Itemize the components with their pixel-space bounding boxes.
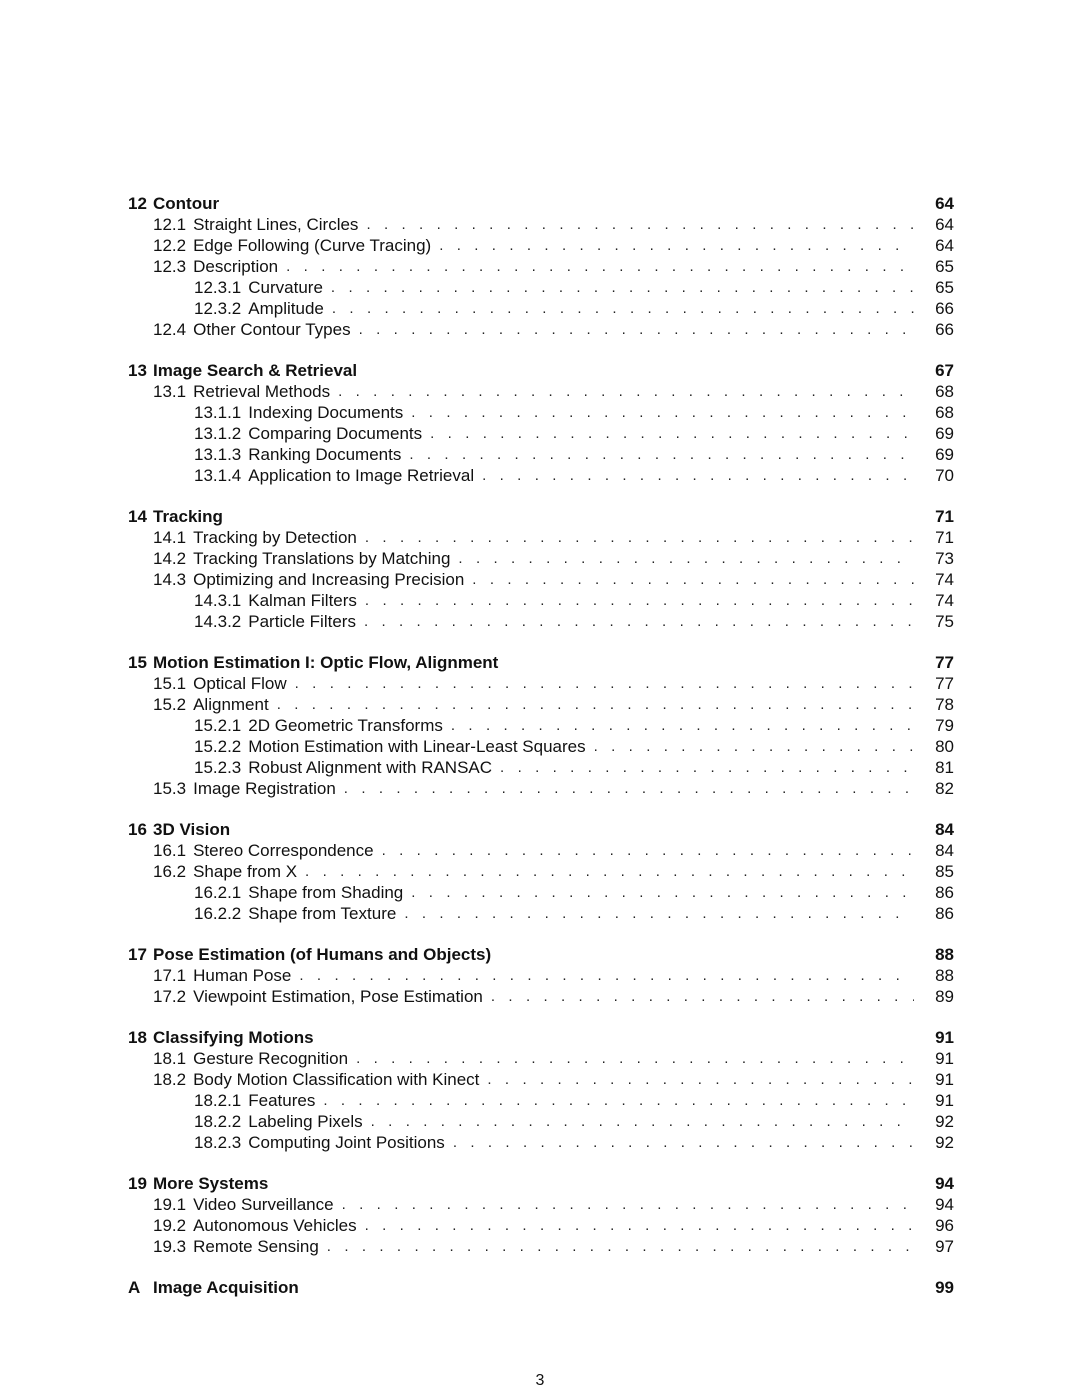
page-ref: 64 [935,236,954,255]
section-entry[interactable] [128,1215,954,1236]
chapter-number: 18 [128,1028,147,1047]
section-entry[interactable] [128,673,954,694]
entry-title: Curvature [248,278,323,297]
entry-title: Viewpoint Estimation, Pose Estimation [193,987,483,1006]
subsection-entry[interactable] [128,590,954,611]
dot-leader [451,715,914,736]
entry-title: Image Registration [193,779,336,798]
entry-number: 14.3.2 [194,612,242,631]
entry-number: 15.2.3 [194,758,242,777]
entry-title: Robust Alignment with RANSAC [248,758,493,777]
entry-title: Stereo Correspondence [193,841,374,860]
entry-number: 16.2.2 [194,904,242,923]
entry-title: Edge Following (Curve Tracing) [193,236,432,255]
entry-number: 18.2.3 [194,1133,242,1152]
page-ref: 91 [935,1028,954,1047]
chapter-entry[interactable] [128,360,954,381]
entry-number: 19.3 [153,1237,187,1256]
page-ref: 94 [935,1195,954,1214]
dot-leader [332,298,914,319]
chapter-entry[interactable] [128,1173,954,1194]
page-ref: 75 [935,612,954,631]
entry-number: 16.2 [153,862,187,881]
dot-leader [356,1048,914,1069]
section-entry[interactable] [128,986,954,1007]
dot-leader [364,611,914,632]
entry-number: 12.2 [153,236,187,255]
entry-title: Computing Joint Positions [248,1133,445,1152]
dot-leader [365,527,914,548]
page-ref: 81 [935,758,954,777]
page-number: 3 [535,1372,545,1389]
dot-leader [323,1090,914,1111]
page-ref: 70 [935,466,954,485]
page-ref: 84 [935,841,954,860]
page-ref: 91 [935,1049,954,1068]
entry-title: Comparing Documents [248,424,423,443]
dot-leader [430,423,914,444]
entry-number: 12.3 [153,257,187,276]
dot-leader [411,882,914,903]
entry-title: Particle Filters [248,612,356,631]
subsection-entry[interactable] [128,715,954,736]
chapter-block [128,506,954,632]
page-ref: 71 [935,528,954,547]
page-ref: 84 [935,820,954,839]
page-ref: 69 [935,424,954,443]
entry-title: Optimizing and Increasing Precision [193,570,465,589]
section-entry[interactable] [128,527,954,548]
entry-title: Video Surveillance [193,1195,334,1214]
page-ref: 66 [935,299,954,318]
dot-leader [295,673,914,694]
entry-title: Human Pose [193,966,292,985]
page-ref: 88 [935,966,954,985]
dot-leader [409,444,914,465]
entry-number: 13.1.4 [194,466,242,485]
entry-title: Straight Lines, Circles [193,215,359,234]
entry-title: Gesture Recognition [193,1049,349,1068]
entry-number: 19.2 [153,1216,187,1235]
entry-number: 14.3 [153,570,187,589]
entry-title: Application to Image Retrieval [248,466,475,485]
dot-leader [382,840,914,861]
entry-title: Retrieval Methods [193,382,331,401]
section-entry[interactable] [128,214,954,235]
dot-leader [342,1194,914,1215]
subsection-entry[interactable] [128,277,954,298]
chapter-number: 17 [128,945,147,964]
entry-title: Motion Estimation with Linear-Least Squares [248,737,586,756]
chapter-block [128,652,954,799]
page-ref: 85 [935,862,954,881]
chapter-title: Tracking [153,507,223,526]
entry-number: 15.2.2 [194,737,242,756]
section-entry[interactable] [128,1048,954,1069]
entry-number: 14.1 [153,528,187,547]
entry-number: 14.3.1 [194,591,242,610]
entry-number: 14.2 [153,549,187,568]
entry-title: Labeling Pixels [248,1112,363,1131]
entry-title: Shape from Texture [248,904,397,923]
entry-title: Shape from Shading [248,883,404,902]
entry-title: Alignment [193,695,269,714]
page-ref: 74 [935,591,954,610]
dot-leader [472,569,914,590]
chapter-title: Motion Estimation I: Optic Flow, Alignment [153,653,499,672]
entry-title: Body Motion Classification with Kinect [193,1070,480,1089]
dot-leader [453,1132,914,1153]
entry-title: Optical Flow [193,674,287,693]
entry-title: Kalman Filters [248,591,357,610]
dot-leader [366,214,914,235]
section-entry[interactable] [128,548,954,569]
page-ref: 77 [935,674,954,693]
page-ref: 88 [935,945,954,964]
page-ref: 89 [935,987,954,1006]
chapter-number: 12 [128,194,147,213]
entry-title: Features [248,1091,316,1110]
page-ref: 67 [935,361,954,380]
entry-number: 13.1.3 [194,445,242,464]
chapter-entry[interactable] [128,193,954,214]
entry-number: 18.2.2 [194,1112,242,1131]
dot-leader [365,1215,914,1236]
page-ref: 94 [935,1174,954,1193]
chapter-number: 16 [128,820,147,839]
section-entry[interactable] [128,381,954,402]
dot-leader [338,381,914,402]
dot-leader [491,986,914,1007]
dot-leader [327,1236,914,1257]
page-ref: 64 [935,194,954,213]
section-entry[interactable] [128,1194,954,1215]
page-ref: 71 [935,507,954,526]
entry-number: 17.2 [153,987,187,1006]
page-ref: 69 [935,445,954,464]
page-ref: 86 [935,883,954,902]
entry-number: 18.2 [153,1070,187,1089]
chapter-title: Classifying Motions [153,1028,314,1047]
section-entry[interactable] [128,256,954,277]
section-entry[interactable] [128,965,954,986]
page-ref: 99 [935,1278,954,1297]
entry-number: 15.1 [153,674,187,693]
entry-number: 18.1 [153,1049,187,1068]
dot-leader [500,757,914,778]
entry-title: Tracking by Detection [193,528,357,547]
dot-leader [344,778,914,799]
dot-leader [299,965,914,986]
chapter-block [128,944,954,1007]
chapter-block [128,819,954,924]
chapter-block [128,360,954,486]
chapter-entry[interactable] [128,819,954,840]
subsection-entry[interactable] [128,1111,954,1132]
page-ref: 66 [935,320,954,339]
page-ref: 68 [935,403,954,422]
page-ref: 92 [935,1112,954,1131]
section-entry[interactable] [128,694,954,715]
page-ref: 96 [935,1216,954,1235]
page-ref: 74 [935,570,954,589]
chapter-number: 15 [128,653,147,672]
dot-leader [277,694,914,715]
chapter-number: A [128,1278,141,1297]
subsection-entry[interactable] [128,298,954,319]
dot-leader [594,736,914,757]
subsection-entry[interactable] [128,611,954,632]
page-ref: 79 [935,716,954,735]
page-ref: 65 [935,278,954,297]
entry-title: Remote Sensing [193,1237,319,1256]
page-ref: 82 [935,779,954,798]
chapter-entry[interactable] [128,1027,954,1048]
dot-leader [371,1111,914,1132]
dot-leader [458,548,914,569]
entry-number: 15.3 [153,779,187,798]
dot-leader [411,402,914,423]
dot-leader [439,235,914,256]
entry-number: 15.2.1 [194,716,242,735]
entry-number: 12.1 [153,215,187,234]
entry-title: Amplitude [248,299,324,318]
chapter-entry[interactable] [128,506,954,527]
chapter-entry[interactable] [128,944,954,965]
chapter-block [128,1173,954,1257]
dot-leader [482,465,914,486]
dot-leader [404,903,914,924]
section-entry[interactable] [128,319,954,340]
entry-number: 16.1 [153,841,187,860]
section-entry[interactable] [128,1069,954,1090]
entry-number: 16.2.1 [194,883,242,902]
chapter-title: Pose Estimation (of Humans and Objects) [153,945,492,964]
entry-number: 19.1 [153,1195,187,1214]
section-entry[interactable] [128,569,954,590]
entry-title: Ranking Documents [248,445,402,464]
entry-number: 15.2 [153,695,187,714]
subsection-entry[interactable] [128,444,954,465]
subsection-entry[interactable] [128,736,954,757]
chapter-entry[interactable] [128,1277,954,1298]
entry-title: Tracking Translations by Matching [193,549,451,568]
section-entry[interactable] [128,861,954,882]
chapter-block [128,193,954,340]
page-ref: 91 [935,1091,954,1110]
entry-number: 18.2.1 [194,1091,242,1110]
subsection-entry[interactable] [128,402,954,423]
entry-number: 13.1.2 [194,424,242,443]
chapter-number: 19 [128,1174,147,1193]
dot-leader [365,590,914,611]
chapter-number: 14 [128,507,147,526]
chapter-title: Image Search & Retrieval [153,361,358,380]
entry-number: 13.1 [153,382,187,401]
chapter-entry[interactable] [128,652,954,673]
chapter-title: 3D Vision [153,820,231,839]
page-ref: 73 [935,549,954,568]
section-entry[interactable] [128,778,954,799]
entry-title: Shape from X [193,862,298,881]
entry-number: 12.3.1 [194,278,242,297]
chapter-block [128,1277,954,1298]
entry-number: 12.3.2 [194,299,242,318]
page-ref: 65 [935,257,954,276]
entry-title: Autonomous Vehicles [193,1216,357,1235]
section-entry[interactable] [128,1236,954,1257]
page-ref: 92 [935,1133,954,1152]
page-ref: 91 [935,1070,954,1089]
page-ref: 86 [935,904,954,923]
subsection-entry[interactable] [128,1090,954,1111]
subsection-entry[interactable] [128,757,954,778]
page-ref: 68 [935,382,954,401]
subsection-entry[interactable] [128,1132,954,1153]
entry-number: 12.4 [153,320,187,339]
page-ref: 80 [935,737,954,756]
page-ref: 97 [935,1237,954,1256]
page-ref: 64 [935,215,954,234]
entry-number: 13.1.1 [194,403,242,422]
dot-leader [359,319,914,340]
chapter-title: Contour [153,194,220,213]
chapter-block [128,1027,954,1153]
section-entry[interactable] [128,235,954,256]
dot-leader [487,1069,914,1090]
table-of-contents [128,193,954,1318]
subsection-entry[interactable] [128,465,954,486]
dot-leader [286,256,914,277]
entry-title: Indexing Documents [248,403,404,422]
subsection-entry[interactable] [128,882,954,903]
entry-number: 17.1 [153,966,187,985]
entry-title: Description [193,257,279,276]
dot-leader [331,277,914,298]
section-entry[interactable] [128,840,954,861]
subsection-entry[interactable] [128,423,954,444]
subsection-entry[interactable] [128,903,954,924]
chapter-title: Image Acquisition [153,1278,299,1297]
page-ref: 77 [935,653,954,672]
entry-title: Other Contour Types [193,320,351,339]
entry-title: 2D Geometric Transforms [248,716,443,735]
chapter-number: 13 [128,361,147,380]
dot-leader [305,861,914,882]
page-ref: 78 [935,695,954,714]
chapter-title: More Systems [153,1174,269,1193]
